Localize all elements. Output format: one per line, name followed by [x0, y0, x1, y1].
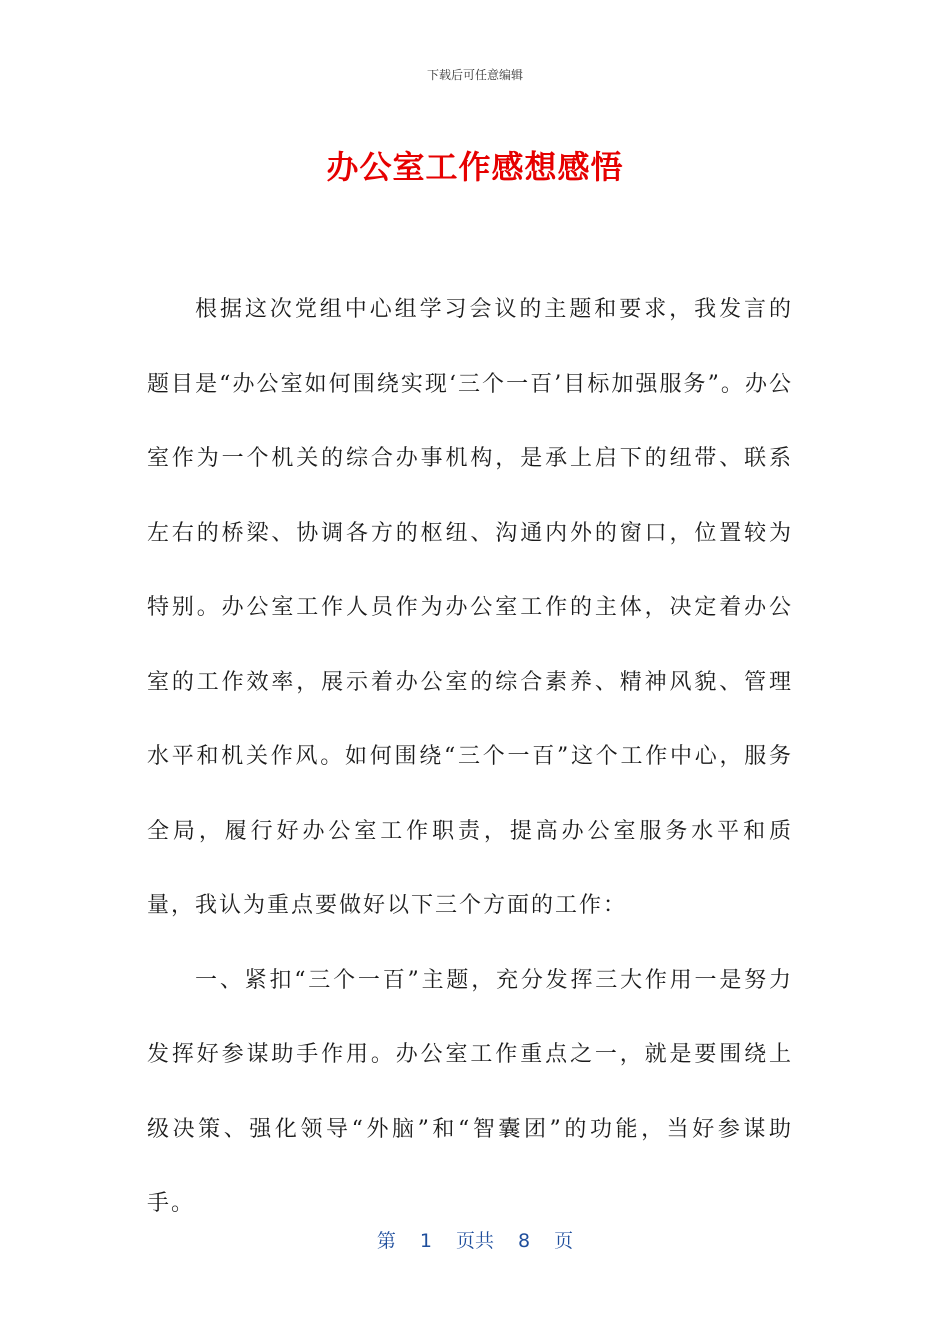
footer-page-number: 1 [419, 1230, 432, 1252]
header-note: 下载后可任意编辑 [426, 68, 523, 82]
footer-suffix: 页 [554, 1230, 574, 1252]
footer-middle: 页共 [455, 1230, 494, 1252]
document-title: 办公室工作感想感悟 [326, 148, 624, 186]
page-footer [0, 1226, 950, 1253]
document-body [147, 273, 793, 1242]
paragraph-2: 一、紧扣“三个一百”主题，充分发挥三大作用一是努力发挥好参谋助手作用。办公室工作重点之一，就是要围绕上级决策、强化领导“外脑”和“智囊团”的功能，当好参谋助手。 [147, 967, 793, 1216]
paragraph-1: 根据这次党组中心组学习会议的主题和要求，我发言的题目是“办公室如何围绕实现‘三个一百’目标加强服务”。办公室作为一个机关的综合办事机构，是承上启下的纽带、联系左右的桥梁、协调各方的枢纽、沟通内外的窗口，位置较为特别。办公室工作人员作为办公室工作的主体，决定着办公室的工作效率，展示着办公室的综合素养、精神风貌、管理水平和机关作风。如何围绕“三个一百”这个工作中心，服务全局，履行好办公室工作职责，提高办公室服务水平和质量，我认为重点要做好以下三个方面的工作： [147, 297, 793, 918]
footer-total-pages: 8 [518, 1230, 531, 1252]
footer-prefix: 第 [376, 1230, 396, 1252]
